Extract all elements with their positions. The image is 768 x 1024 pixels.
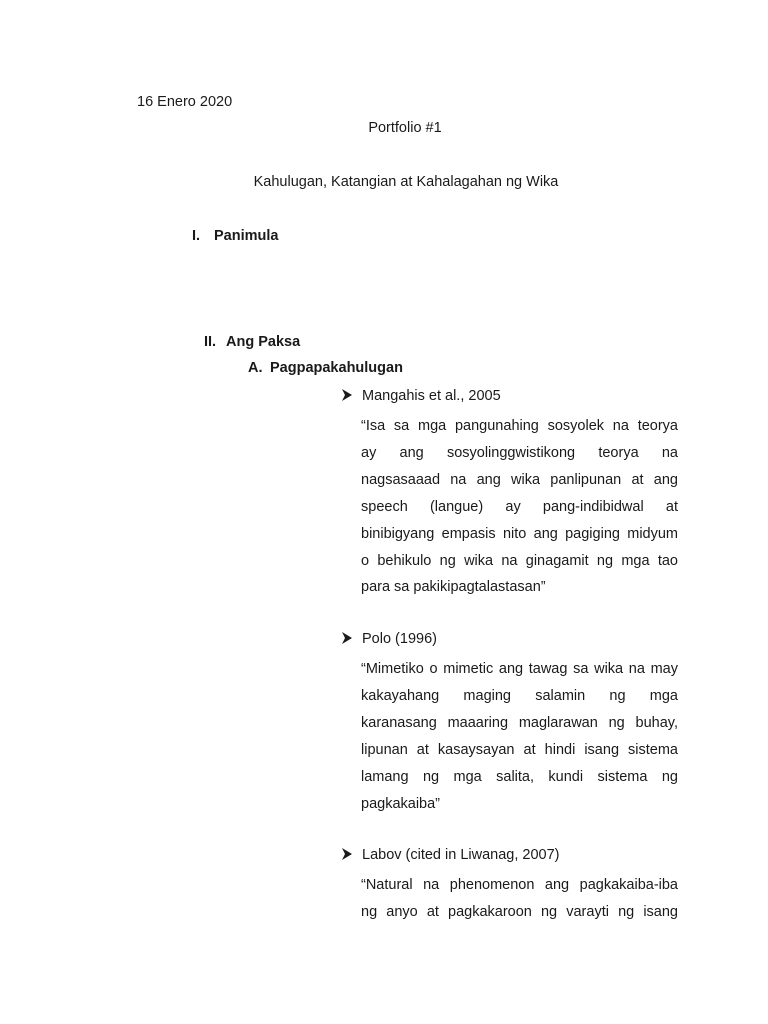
quote-line: “Mimetiko o mimetic ang tawag sa wika na may (361, 661, 678, 677)
arrowhead-bullet-icon (340, 847, 354, 861)
entry-header (340, 386, 680, 413)
quote-line: kakayahang maging salamin ng mga (361, 687, 678, 704)
section-label: Panimula (214, 228, 279, 244)
arrowhead-bullet-icon (340, 631, 354, 645)
definition-entry (340, 845, 680, 926)
entry-header (340, 845, 680, 872)
subsection-heading-pagpapakahulugan (248, 360, 403, 376)
section-heading-panimula (192, 228, 278, 244)
section-heading-ang-paksa (204, 334, 300, 350)
entry-quote (361, 872, 678, 926)
document-title: Kahulugan, Katangian at Kahalagahan ng Wika (253, 174, 559, 190)
quote-line: “Isa sa mga pangunahing sosyolek na teorya (361, 418, 678, 434)
entry-header (340, 629, 680, 656)
entry-source: Mangahis et al., 2005 (362, 388, 501, 404)
quote-line: ng anyo at pagkakaroon ng varayti ng isang (361, 903, 678, 920)
quote-line: para sa pakikipagtalastasan” (361, 579, 546, 596)
arrowhead-bullet-icon (340, 388, 354, 402)
subsection-label: Pagpapakahulugan (270, 360, 403, 376)
section-label: Ang Paksa (226, 334, 301, 350)
quote-line: o behikulo ng wika na ginagamit ng mga tao (361, 552, 678, 569)
quote-line: karanasang maaaring maglarawan ng buhay, (361, 714, 678, 731)
definition-entry (340, 386, 680, 601)
quote-line: pagkakaiba” (361, 795, 440, 812)
quote-line: lipunan at kasaysayan at hindi isang sistema (361, 741, 678, 758)
subsection-letter: A. (248, 360, 263, 376)
definition-entry (340, 629, 680, 817)
entry-source: Labov (cited in Liwanag, 2007) (362, 847, 560, 863)
entry-quote (361, 413, 678, 601)
portfolio-number: Portfolio #1 (368, 120, 442, 136)
quote-line: nagsasaaad na ang wika panlipunan at ang (361, 471, 678, 488)
quote-line: lamang ng mga salita, kundi sistema ng (361, 768, 678, 785)
quote-line: binibigyang empasis nito ang pagiging midyum (361, 525, 678, 542)
quote-line: speech (langue) ay pang-indibidwal at (361, 498, 678, 515)
quote-line: “Natural na phenomenon ang pagkakaiba-iba (361, 877, 678, 893)
entry-source: Polo (1996) (362, 631, 437, 647)
document-date: 16 Enero 2020 (137, 94, 233, 110)
section-number: II. (204, 334, 217, 350)
entry-quote (361, 656, 678, 817)
quote-line: ay ang sosyolinggwistikong teorya na (361, 444, 678, 461)
section-number: I. (192, 228, 201, 244)
